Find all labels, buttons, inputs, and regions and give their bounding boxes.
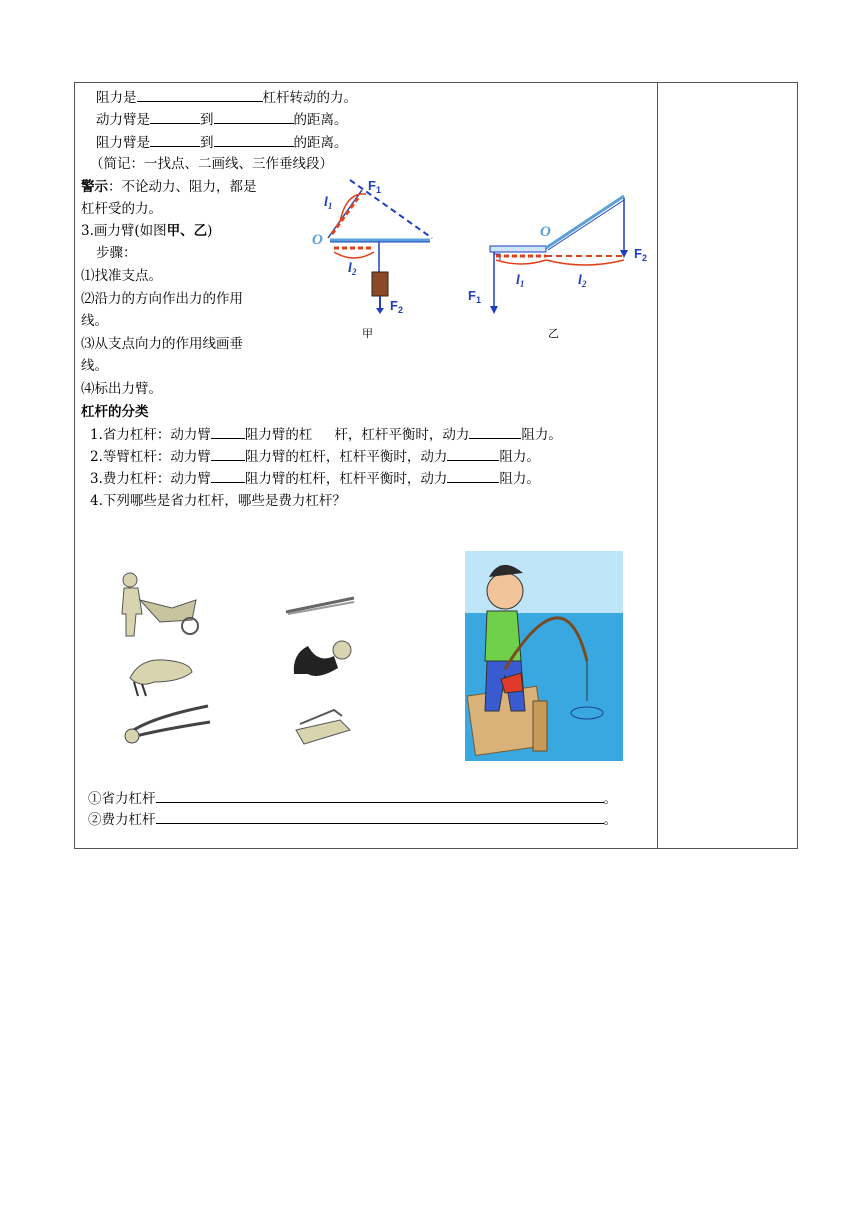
l2-brace — [334, 252, 374, 258]
text: 。 — [603, 791, 617, 807]
steps-title — [96, 244, 137, 262]
text: ⑴找准支点。 — [81, 268, 162, 284]
text: 杠杆的分类 — [81, 404, 149, 420]
pivot-label: O — [540, 224, 551, 240]
l2-label: $l_2$ — [578, 273, 587, 289]
text: 线。 — [81, 358, 108, 374]
blank-field[interactable] — [211, 425, 245, 439]
save-lever-answer-field[interactable] — [156, 789, 604, 803]
warning-line — [81, 178, 257, 196]
dock-post — [533, 701, 547, 751]
l2-label: $l_2$ — [348, 261, 357, 277]
classification-item-3 — [90, 469, 540, 488]
classification-item-4 — [90, 492, 346, 510]
stapler-body — [296, 720, 350, 744]
text: 的距离。 — [293, 112, 348, 128]
text: 到 — [200, 135, 214, 151]
classification-title — [81, 403, 149, 421]
text: ⑵沿力的方向作出力的作用 — [81, 291, 243, 307]
mnemonic-line — [90, 155, 333, 173]
step-3 — [81, 335, 243, 353]
pliers-jaw — [125, 729, 139, 743]
text: 3.画力臂(如图 — [81, 223, 167, 239]
ball — [333, 641, 351, 659]
sky-area — [465, 551, 623, 613]
text: 到 — [200, 112, 214, 128]
draw-arm-line — [81, 222, 212, 240]
f1-label: $F_1$ — [468, 288, 481, 305]
weight-block — [372, 272, 388, 296]
hand-shape — [130, 660, 192, 684]
warning-label: 警示 — [81, 179, 108, 195]
l1-label: $l_1$ — [516, 273, 525, 289]
blank-field[interactable] — [447, 447, 499, 461]
step-2 — [81, 290, 243, 308]
lever-diagram-yi — [466, 186, 662, 316]
classification-item-1 — [90, 425, 562, 444]
text: （简记：一找点、二画线、三作垂线段） — [90, 156, 333, 172]
classification-item-2 — [90, 447, 540, 466]
l1-brace — [496, 260, 546, 264]
answer-save-line — [88, 789, 617, 808]
answer-cost-line — [88, 810, 617, 829]
blank-field[interactable] — [214, 110, 294, 124]
text: 甲、乙 — [166, 223, 208, 239]
l2-brace — [546, 260, 624, 265]
blank-field[interactable] — [137, 88, 263, 102]
f1-action-line — [350, 180, 432, 238]
stapler-picture — [290, 700, 356, 748]
text: 1.省力杠杆：动力臂 — [90, 427, 211, 443]
text: 。 — [603, 812, 617, 828]
resistance-arm-line — [96, 133, 348, 152]
text: 3.费力杠杆：动力臂 — [90, 471, 211, 487]
lever-base — [490, 246, 546, 252]
text: 阻力。 — [499, 449, 540, 465]
text: 杆，杠杆平衡时，动力 — [334, 427, 470, 443]
text: 线。 — [81, 313, 108, 329]
text: 步骤： — [96, 245, 137, 261]
text: ①省力杠杆 — [88, 791, 156, 807]
tweezers-picture — [284, 594, 356, 616]
f1-label: $F_1$ — [368, 178, 381, 195]
text: 阻力臂的杠杆，杠杆平衡时，动力 — [244, 471, 448, 487]
text: 4.下列哪些是省力杠杆，哪些是费力杠杆？ — [90, 493, 346, 509]
text: 阻力臂的杠杆，杠杆平衡时，动力 — [244, 449, 448, 465]
fishing-picture — [465, 551, 623, 761]
worker-head — [123, 573, 137, 587]
text: 阻力臂的杠 — [244, 427, 313, 443]
tweezers-arm-1 — [286, 598, 354, 612]
text: 2.等臂杠杆：动力臂 — [90, 449, 211, 465]
text: ⑷标出力臂。 — [81, 381, 162, 397]
text: 阻力臂是 — [96, 135, 150, 151]
blank-field[interactable] — [150, 110, 200, 124]
text: ②费力杠杆 — [88, 812, 156, 828]
warning-line-2 — [81, 200, 162, 218]
step-3-cont — [81, 357, 108, 375]
text: 杠杆转动的力。 — [262, 90, 357, 106]
l1-label: $l_1$ — [324, 195, 333, 211]
step-4 — [81, 380, 162, 398]
lever-diagram-jia — [300, 172, 450, 322]
text: 杠杆受的力。 — [81, 201, 162, 217]
resistance-force-line — [96, 88, 357, 107]
lever-rod — [546, 196, 624, 248]
blank-field[interactable] — [469, 425, 521, 439]
blank-field[interactable] — [447, 469, 499, 483]
step-2-cont — [81, 312, 108, 330]
worker-body — [122, 588, 142, 636]
blank-field[interactable] — [211, 447, 245, 461]
text: 的距离。 — [293, 135, 348, 151]
figure-caption-jia: 甲 — [362, 327, 373, 340]
text: 动力臂是 — [96, 112, 150, 128]
fisher-head — [487, 573, 523, 609]
text: ：不论动力、阻力，都是 — [108, 179, 257, 195]
cost-lever-answer-field[interactable] — [156, 810, 604, 824]
f2-arrowhead — [376, 308, 384, 314]
figure-caption-yi: 乙 — [548, 327, 559, 340]
pliers-picture — [118, 700, 216, 750]
hand-tool-picture — [120, 648, 198, 698]
pliers-handle-2 — [128, 722, 210, 738]
f2-label: $F_2$ — [390, 298, 403, 315]
text: ) — [207, 223, 213, 239]
l1-arm — [332, 198, 358, 234]
pivot-label: O — [312, 232, 323, 248]
text: 阻力。 — [521, 427, 562, 443]
blank-field[interactable] — [214, 133, 294, 147]
f2-label: $F_2$ — [634, 246, 647, 263]
effort-arm-line — [96, 110, 348, 129]
text: 阻力。 — [499, 471, 540, 487]
blank-field[interactable] — [150, 133, 200, 147]
blank-field[interactable] — [211, 469, 245, 483]
arm-picture — [288, 634, 354, 692]
wheelbarrow-picture — [112, 570, 204, 642]
f1-arrowhead — [490, 306, 498, 314]
text: ⑶从支点向力的作用线画垂 — [81, 336, 243, 352]
lever-rod-edge — [548, 200, 624, 250]
text: 阻力是 — [96, 90, 137, 106]
arm-muscle — [294, 646, 338, 676]
step-1 — [81, 267, 162, 285]
